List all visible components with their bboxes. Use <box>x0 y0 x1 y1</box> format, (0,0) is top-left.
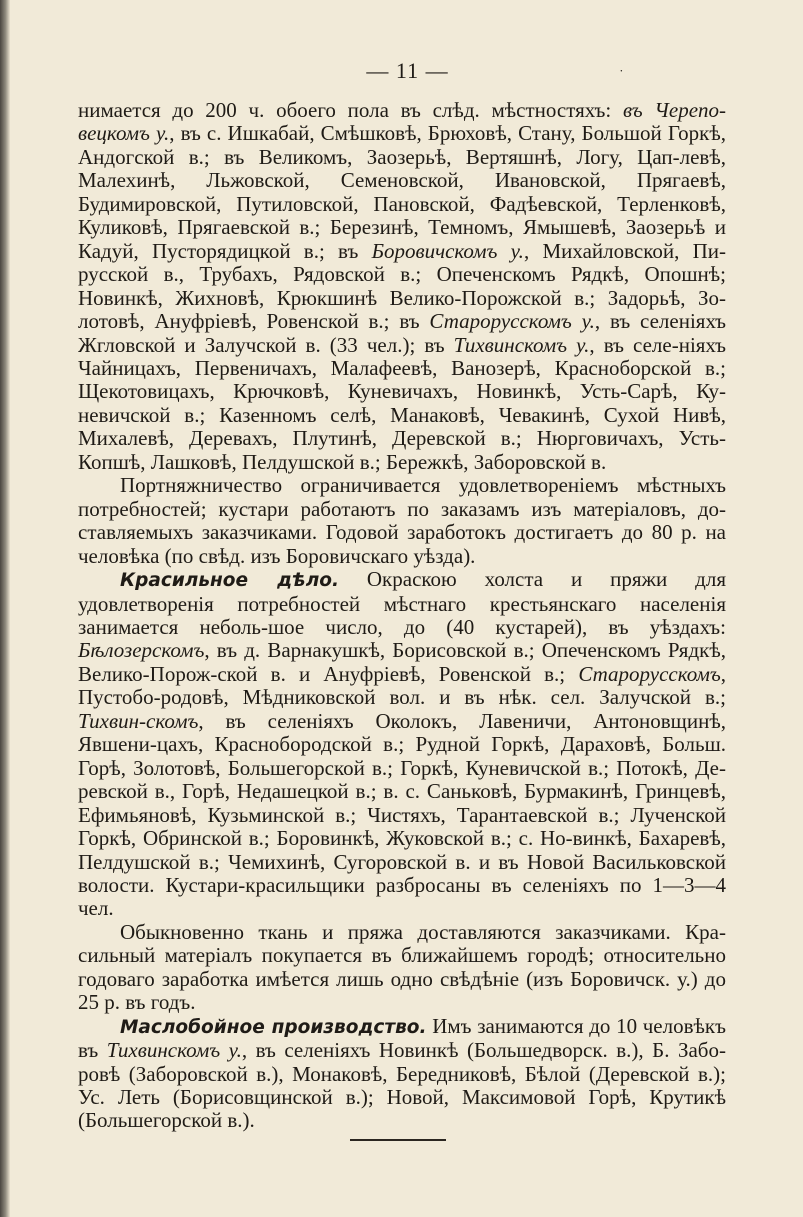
paragraph-oil-pressing <box>78 1015 726 1133</box>
section-run-in-heading: Маслобойное производство. <box>120 1016 427 1038</box>
text-run: , въ селеніяхъ Новинкѣ (Большедворск. в.), Б. Забо-ровѣ (Заборовской в.), Монаковѣ, Бередниковѣ, Бѣлой (Деревской в.); Ус. Леть (Борисовщинской в.); Новой, Максимовой Горѣ, Крутикѣ (Большегорской в.). <box>78 1038 726 1133</box>
text-run: , въ с. Ишкабай, Смѣшковѣ, Брюховѣ, Стану, Большой Горкѣ, Андогской в.; въ Великомъ, Заозерьѣ, Вертяшнѣ, Логу, Цап-левѣ, Малехинѣ, Льжовской, Семеновской, Ивановской, Прягаевѣ, Будимировской, Путиловской, Пановской, Фадѣевской, Терленковѣ, Куликовѣ, Прягаевской в.; Березинѣ, Темномъ, Ямышевѣ, Заозерьѣ и Кадуй, Пусторядицкой в.; въ <box>78 121 726 263</box>
book-spine-shadow <box>0 0 10 1217</box>
text-run: , Пустобо-родовѣ, Мѣдниковской вол. и въ нѣк. сел. Залучской в.; <box>78 661 726 710</box>
italic-place-name: Тихвинскомъ у. <box>106 1038 242 1063</box>
text-run: , Михайловской, Пи-русской в., Трубахъ, Рядовской в.; Опеченскомъ Рядкѣ, Опошнѣ; Новинкѣ, Жихновѣ, Крюкшинѣ Велико-Порожской в.; Задорьѣ, Зо-лотовѣ, Ануфріевѣ, Ровенской в.; въ <box>78 238 726 334</box>
text-run: , въ селе-ніяхъ Чайницахъ, Первеничахъ, Малафеевѣ, Ванозерѣ, Краснoборской в.; Щекотовицахъ, Крючковѣ, Куневичахъ, Новинкѣ, Усть-Сарѣ, Ку-невичской в.; Казенномъ селѣ, Манаковѣ, Чевакинѣ, Сухой Нивѣ, Михалевѣ, Деревахъ, Плутинѣ, Деревской в.; Нюрговичахъ, Усть-Копшѣ, Лашковѣ, Пелдушской в.; Бережкѣ, Заборовской в. <box>78 332 726 474</box>
text-run: Портняжничество ограничивается удовлетвореніемъ мѣстныхъ потребностей; кустари работаютъ по заказамъ изъ матеріаловъ, до-ставляемыхъ заказчиками. Годовой заработокъ достигаетъ до 80 р. на человѣка (по свѣд. изъ Боровичскаго уѣзда). <box>78 473 726 568</box>
paragraph-tailoring-summary <box>78 474 726 568</box>
italic-place-name: въ Черепо- вецкомъ у. <box>78 98 727 146</box>
italic-place-name: Тихвин-скомъ <box>78 708 199 733</box>
page-number: — 11 — <box>366 58 449 83</box>
italic-place-name: Боровичскомъ у. <box>371 238 524 263</box>
italic-place-name: Старорусскомъ у. <box>429 309 595 334</box>
section-run-in-heading: Красильное дѣло. <box>120 570 339 592</box>
italic-place-name: Старорусскомъ <box>578 661 721 686</box>
paragraph-dyeing-materials <box>78 921 726 1015</box>
print-mark: ˙ <box>619 68 624 83</box>
text-run: Имъ занимаются до 10 человѣкъ въ <box>78 1013 726 1063</box>
text-run: Окраскою холста и пряжи для удовлетворенія потребностей мѣстнаго крестьянскаго населенія занимается неболь-шое число, до (40 кустарей), въ уѣздахъ: <box>78 567 726 639</box>
text-run: Обыкновенно ткань и пряжа доставляются заказчиками. Кра-сильный матеріалъ покупается въ ближайшемъ городѣ; относительно годоваго заработка имѣется лишь одно свѣдѣніе (изъ Боровичск. у.) до 25 р. въ годъ. <box>78 919 726 1015</box>
text-run: , въ селеніяхъ Жгловской и Залучской в. (33 чел.); въ <box>78 309 726 357</box>
paragraph-tailoring-locations <box>78 99 726 474</box>
italic-place-name: Бѣлозерскомъ <box>78 638 205 663</box>
text-run: нимается до 200 ч. обоего пола въ слѣд. мѣстностяхъ: <box>78 98 623 122</box>
italic-place-name: Тихвинскомъ у. <box>453 332 590 357</box>
body-text <box>78 99 726 1133</box>
paragraph-dyeing-trade <box>78 568 726 921</box>
text-run: , въ селеніяхъ Околокъ, Лавеничи, Антоновщинѣ, Явшени-цахъ, Краснoбородской в.; Рудной Горкѣ, Дараховѣ, Больш. Горѣ, Золотовѣ, Большегорской в.; Горкѣ, Куневичской в.; Потокѣ, Де-ревской в., Горѣ, Недашецкой в.; в. с. Саньковѣ, Бурмакинѣ, Гринцевѣ, Ефимьяновѣ, Кузьминской в.; Чистяхъ, Тарантаевской в.; Лученской Горкѣ, Обринской в.; Боровинкѣ, Жуковской в.; с. Но-винкѣ, Бахаревѣ, Пелдушской в.; Чемихинѣ, Сугоровской в. и въ Новой Васильковской волости. Кустари-красильщики разбросаны въ селеніяхъ по 1—3—4 чел. <box>78 708 726 921</box>
text-run: , въ д. Варнакушкѣ, Борисовской в.; Опеченскомъ Рядкѣ, Велико-Порож-ской в. и Ануфріевѣ, Ровенской в.; <box>78 638 726 686</box>
section-end-rule <box>350 1139 446 1141</box>
